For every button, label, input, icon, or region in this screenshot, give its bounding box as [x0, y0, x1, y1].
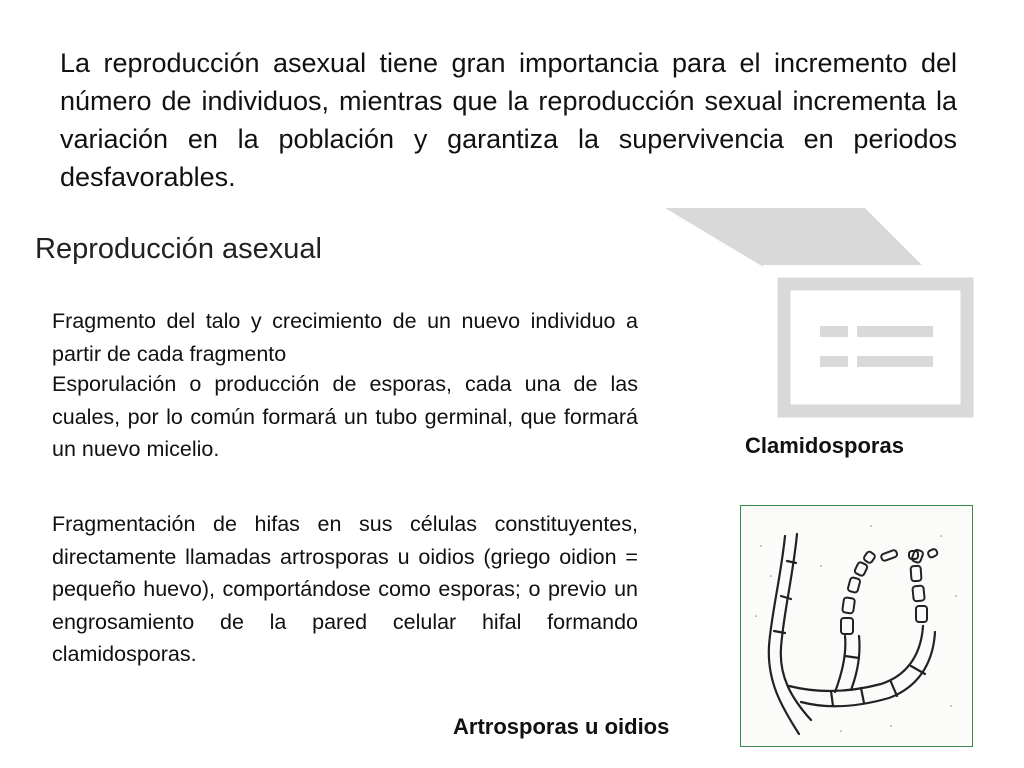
section-title: Reproducción asexual [35, 233, 322, 265]
hyphae-drawing-icon [741, 506, 972, 746]
paragraph-fragmento-talo: Fragmento del talo y crecimiento de un nuevo individuo a partir de cada fragmento [52, 309, 638, 366]
caption-artrosporas: Artrosporas u oidios [453, 714, 670, 739]
intro-paragraph: La reproducción asexual tiene gran importancia para el incremento del número de individuos, mientras que la reproducción sexual incrementa la variación en la población y garantiza la supervivencia en periodos desfavorables. [60, 48, 957, 192]
paragraph-fragmentacion-hifas: Fragmentación de hifas en sus células constituyentes, directamente llamadas artrosporas u oidios (griego oidion = pequeño huevo), comportándose como esporas; o previo un engrosamiento de la pared celular hifal formando clamidosporas. [52, 512, 638, 666]
hyphae-figure [740, 505, 973, 747]
paragraph-esporulacion: Esporulación o producción de esporas, cada una de las cuales, por lo común formará un tubo germinal, que formará un nuevo micelio. [52, 372, 638, 461]
caption-clamidosporas: Clamidosporas [745, 433, 904, 458]
list-placeholder-icon [660, 205, 980, 430]
